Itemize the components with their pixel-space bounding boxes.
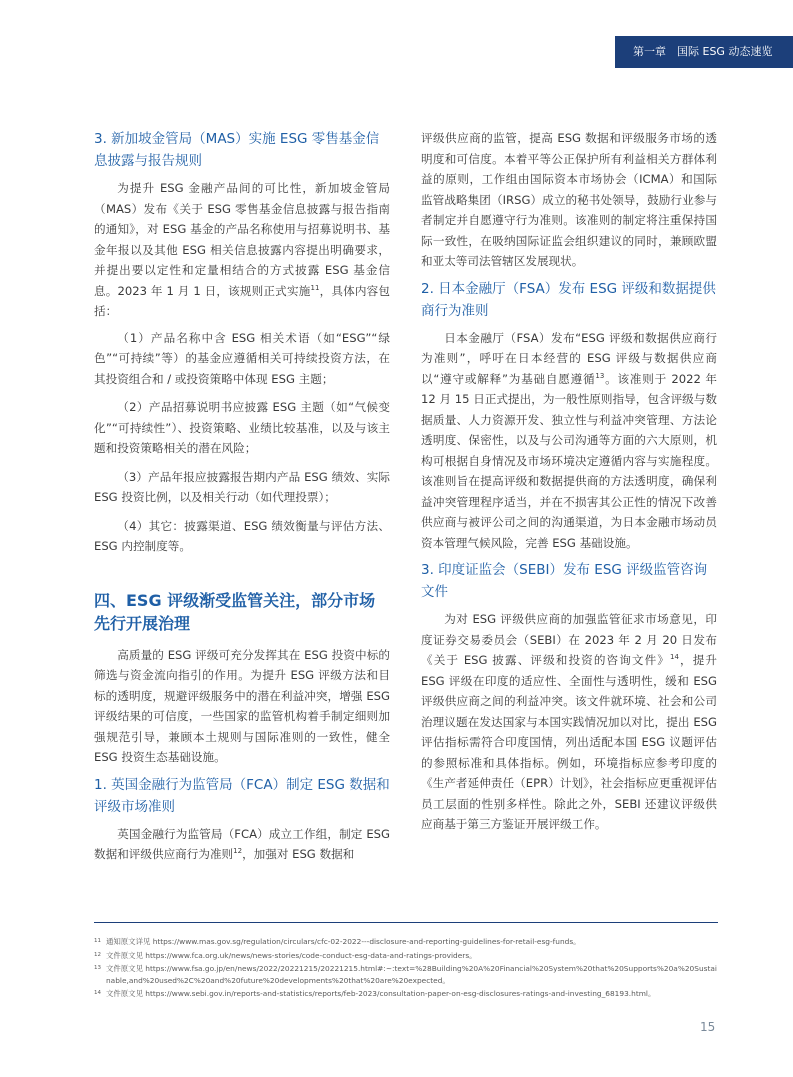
footnote: [94, 963, 718, 986]
section-4-title: 四、ESG 评级渐受监管关注，部分市场先行开展治理: [94, 590, 376, 633]
paragraph-text: 英国金融行为监管局（FCA）成立工作组，制定 ESG 数据和评级供应商行为准则: [94, 826, 390, 861]
section-3-title: 3. 新加坡金管局（MAS）实施 ESG 零售基金信息披露与报告规则: [94, 131, 380, 169]
subsection-3-title: 3. 印度证监会（SEBI）发布 ESG 评级监管咨询文件: [421, 562, 708, 600]
right-column: [421, 128, 717, 841]
paragraph-text-tail: 。该准则于 2022 年 12 月 15 日正式提出，为一般性原则指导，包含评级与数据质量、人力资源开发、独立性与利益冲突管理、方法论透明度、保密性，以及与公司沟通等方面的六大原则，机构可根据自身情况及市场环境决定遵循内容与实施程度。该准则旨在提高评级和数据提供商的方法透明度，确保利益冲突管理程序适当，并在不损害其公正性的情况下改善供应商与被评公司之间的沟通渠道，为日本金融市场动员资本管理气候风险，完善 ESG 基础设施。: [421, 371, 717, 550]
subsection-1-paragraph: [94, 824, 390, 865]
list-item-2: （2）产品招募说明书应披露 ESG 主题（如“气候变化”“可持续性”）、投资策略、业绩比较基准，以及与该主题和投资策略相关的潜在风险；: [94, 400, 390, 455]
subsection-3-paragraph: [421, 609, 717, 835]
list-item-3: （3）产品年报应披露报告期内产品 ESG 绩效、实际 ESG 投资比例，以及相关行动（如代理投票）；: [94, 469, 390, 504]
paragraph-text-tail: ，具体内容包括：: [94, 283, 390, 318]
chapter-tag: 第一章 国际 ESG 动态速览: [615, 36, 793, 68]
footnote-ref-14[interactable]: 14: [669, 653, 679, 662]
footnote-text[interactable]: 文件原文见 https://www.fca.org.uk/news/news-stories/code-conduct-esg-data-and-ratings-providers。: [106, 950, 477, 960]
paragraph-text-tail: ，提升 ESG 评级在印度的适应性、全面性与透明性，缓和 ESG 评级供应商之间的利益冲突。该文件就环境、社会和公司治理议题在发达国家与本国实践情况加以对比，提出 ESG 评估指标需符合印度国情，列出适配本国 ESG 议题评估的参照标准和具体指标。例如，环境指标应参考印度的《生产者延伸责任（EPR）计划》，社会指标应更重视评估员工层面的性别多样性。除此之外，SEBI 还建议评级供应商基于第三方鉴证开展评级工作。: [421, 653, 717, 831]
paragraph-text: 为提升 ESG 金融产品间的可比性，新加坡金管局（MAS）发布《关于 ESG 零售基金信息披露与报告指南的通知》，对 ESG 基金的产品名称使用与招募说明书、基金年报以及其他 ESG 相关信息披露内容提出明确要求，并提出要以定性和定量相结合的方式披露 ESG 基金信息。2023 年 1 月 1 日，该规则正式实施: [94, 181, 390, 298]
footnote-number: 11: [94, 938, 101, 944]
footnote-divider: [94, 922, 718, 923]
subsection-1-title: 1. 英国金融行为监管局（FCA）制定 ESG 数据和评级市场准则: [94, 776, 390, 815]
footnote-number: 12: [94, 951, 101, 958]
footnote-text[interactable]: 文件原文见 https://www.fsa.go.jp/en/news/2022/20221215/20221215.html#:~:text=%28Building%20A%20Financial%20System%20that%20Supports%20a%20Sustainable,and%20used%2C%20and%20future%20developments%20that%20are%20expected。: [106, 964, 717, 985]
footnote-number: 14: [94, 990, 101, 996]
page-number: 15: [700, 1020, 716, 1034]
section-3-paragraph: [94, 178, 390, 322]
footnote-ref-11[interactable]: 11: [310, 283, 320, 292]
list-item-4: （4）其它：披露渠道、ESG 绩效衡量与评估方法、ESG 内控制度等。: [94, 518, 390, 553]
paragraph-text: 为对 ESG 评级供应商的加强监管征求市场意见，印度证券交易委员会（SEBI）在 2023 年 2 月 20 日发布《关于 ESG 披露、评级和投资的咨询文件》: [421, 612, 717, 667]
footnote: [94, 950, 718, 962]
footnote-ref-12[interactable]: 12: [233, 847, 243, 856]
subsection-2-paragraph: [421, 328, 717, 554]
list-item-1: （1）产品名称中含 ESG 相关术语（如“ESG”“绿色”“可持续”等）的基金应遵循相关可持续投资方法，在其投资组合和 / 或投资策略中体现 ESG 主题；: [94, 330, 390, 386]
left-column: [94, 128, 390, 871]
paragraph-text: 日本金融厅（FSA）发布“ESG 评级和数据供应商行为准则”，呼吁在日本经营的 ESG 评级与数据供应商以“遵守或解释”为基础自愿遵循: [421, 330, 717, 386]
subsection-2-title: 2. 日本金融厅（FSA）发布 ESG 评级和数据提供商行为准则: [421, 280, 716, 319]
paragraph-text-tail: ，加强对 ESG 数据和: [242, 847, 355, 861]
footnote-text[interactable]: 文件原文见 https://www.sebi.gov.in/reports-and-statistics/reports/feb-2023/consultation-paper-on-esg-disclosures-ratings-and-investing_68193.html。: [106, 989, 656, 998]
footnotes: [94, 936, 718, 1002]
footnote-ref-13[interactable]: 13: [595, 371, 605, 380]
footnote: [94, 988, 718, 1000]
footnote-text[interactable]: 通知原文详见 https://www.mas.gov.sg/regulation/circulars/cfc-02-2022---disclosure-and-reporting-guidelines-for-retail-esg-funds。: [106, 937, 581, 946]
continued-paragraph: 评级供应商的监管，提高 ESG 数据和评级服务市场的透明度和可信度。本着平等公正保护所有利益相关方群体利益的原则，工作组由国际资本市场协会（ICMA）和国际监管战略集团（IRSG）成立的秘书处领导，鼓励行业参与者制定并自愿遵守行为准则。该准则的制定将注重保持国际一致性，在吸纳国际证监会组织建议的同时，兼顾欧盟和亚太等司法管辖区发展现状。: [421, 131, 717, 268]
section-4-paragraph: 高质量的 ESG 评级可充分发挥其在 ESG 投资中标的筛选与资金流向指引的作用。为提升 ESG 评级方法和目标的透明度，规避评级服务中的潜在利益冲突，增强 ESG 评级结果的可信度，一些国家的监管机构着手制定细则加强规范引导，兼顾本土规则与国际准则的一致性，健全 ESG 投资生态基础设施。: [94, 647, 390, 764]
footnote: [94, 936, 718, 948]
footnote-number: 13: [94, 965, 101, 971]
